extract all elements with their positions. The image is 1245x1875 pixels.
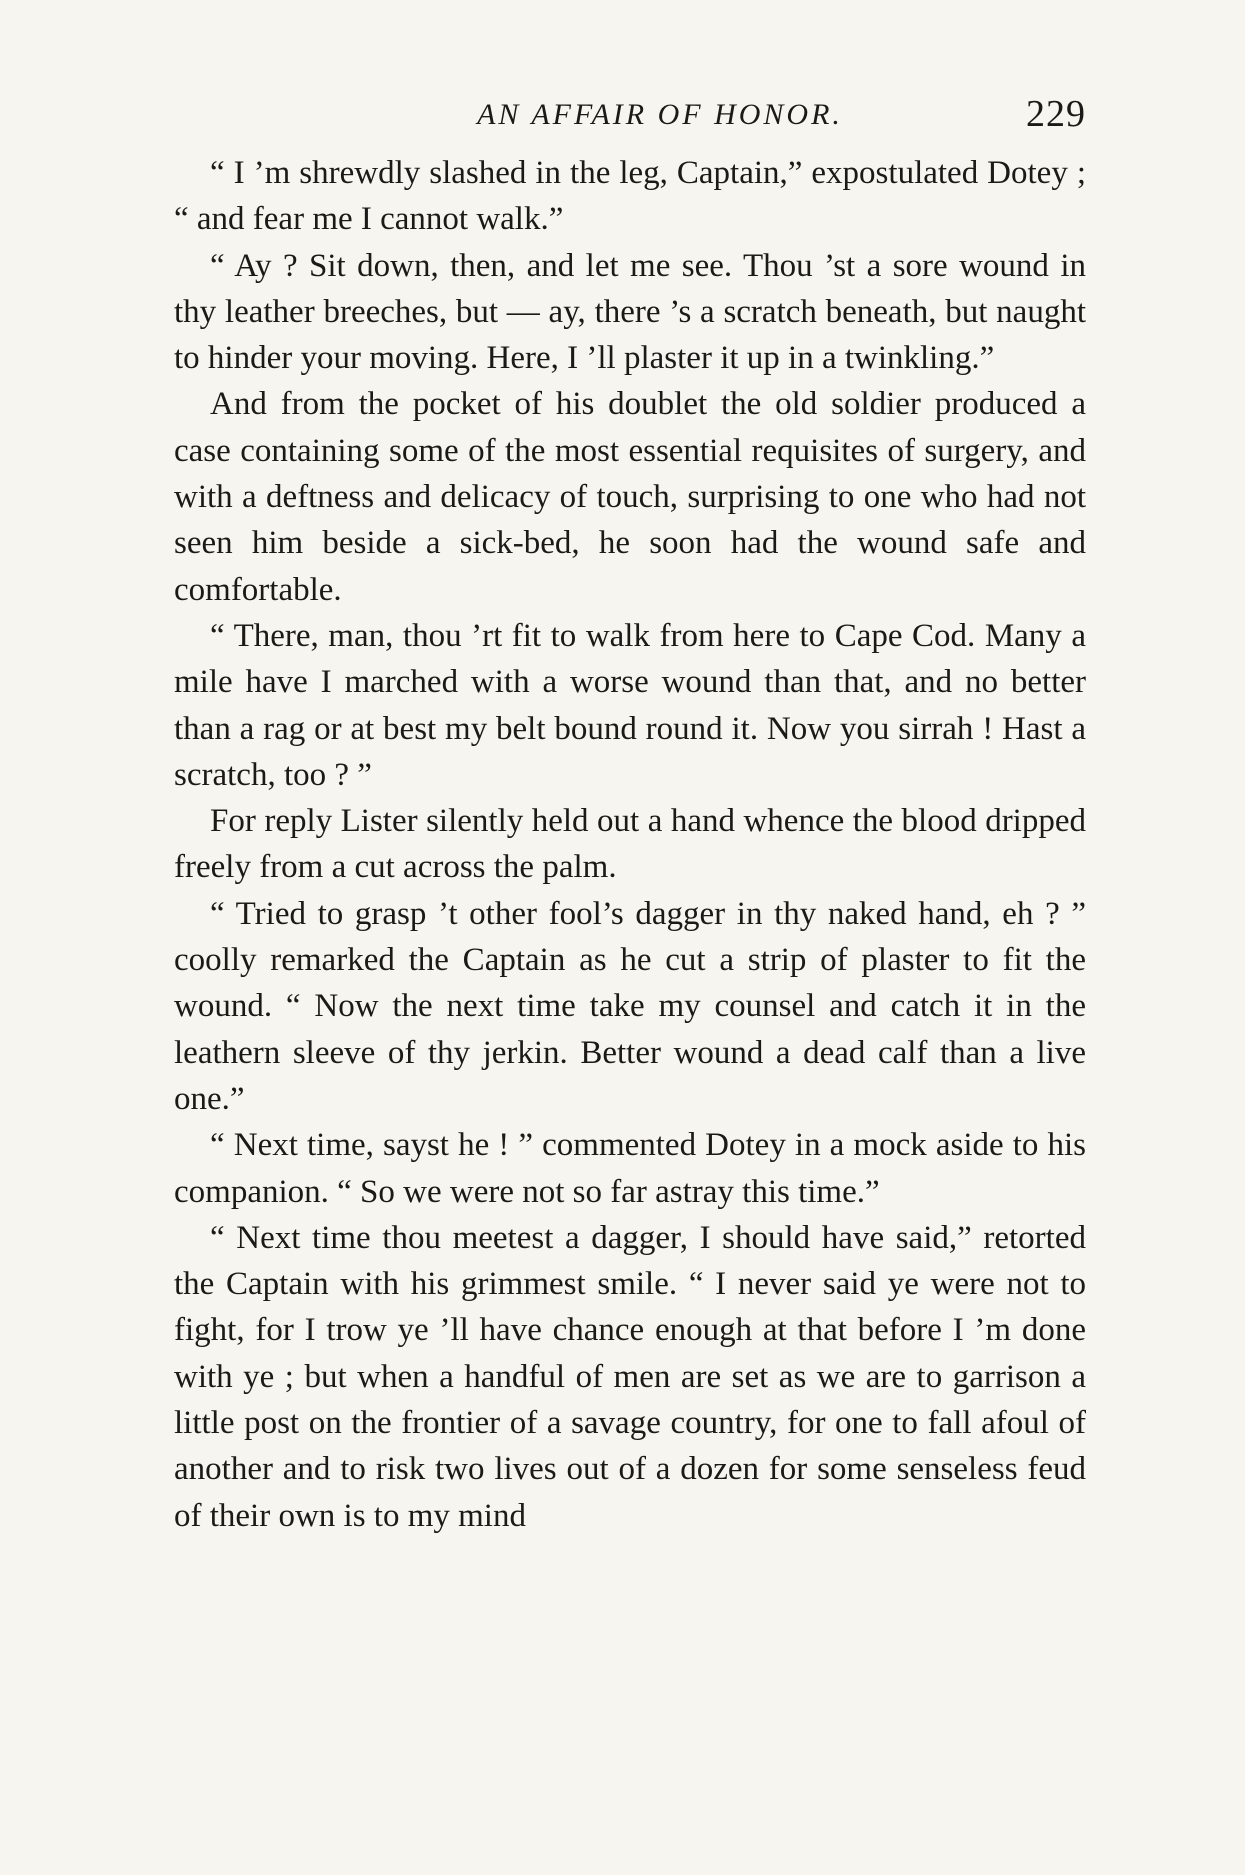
- paragraph: “ There, man, thou ’rt fit to walk from here to Cape Cod. Many a mile have I marched with a worse wound than that, and no better than a rag or at best my belt bound round it. Now you sirrah ! Hast a scratch, too ? ”: [174, 617, 1086, 793]
- paragraph: And from the pocket of his doublet the old soldier produced a case containing some of the most essential requisites of surgery, and with a deftness and delicacy of touch, surprising to one who had not seen him beside a sick-bed, he soon had the wound safe and comfortable.: [174, 386, 1086, 608]
- paragraph: “ Next time, sayst he ! ” commented Dotey in a mock aside to his companion. “ So we were not so far astray this time.”: [174, 1127, 1086, 1210]
- running-head: [174, 86, 1086, 146]
- running-title: AN AFFAIR OF HONOR.: [477, 98, 843, 131]
- paragraph: “ Tried to grasp ’t other fool’s dagger in thy naked hand, eh ? ” coolly remarked the Captain as he cut a strip of plaster to fit the wound. “ Now the next time take my counsel and catch it in the leathern sleeve of thy jerkin. Better wound a dead calf than a live one.”: [174, 895, 1086, 1117]
- body-text: [174, 150, 1086, 1539]
- page-number: 229: [1026, 93, 1086, 135]
- paragraph: “ I ’m shrewdly slashed in the leg, Captain,” expostulated Dotey ; “ and fear me I cannot walk.”: [174, 155, 1086, 238]
- paragraph: “ Next time thou meetest a dagger, I should have said,” retorted the Captain with his grimmest smile. “ I never said ye were not to fight, for I trow ye ’ll have chance enough at that before I ’m done with ye ; but when a handful of men are set as we are to garrison a little post on the frontier of a savage country, for one to fall afoul of another and to risk two lives out of a dozen for some senseless feud of their own is to my mind: [174, 1219, 1086, 1534]
- paragraph: “ Ay ? Sit down, then, and let me see. Thou ’st a sore wound in thy leather breeches, but — ay, there ’s a scratch beneath, but naught to hinder your moving. Here, I ’ll plaster it up in a twinkling.”: [174, 247, 1086, 377]
- paragraph: For reply Lister silently held out a hand whence the blood dripped freely from a cut across the palm.: [174, 803, 1086, 886]
